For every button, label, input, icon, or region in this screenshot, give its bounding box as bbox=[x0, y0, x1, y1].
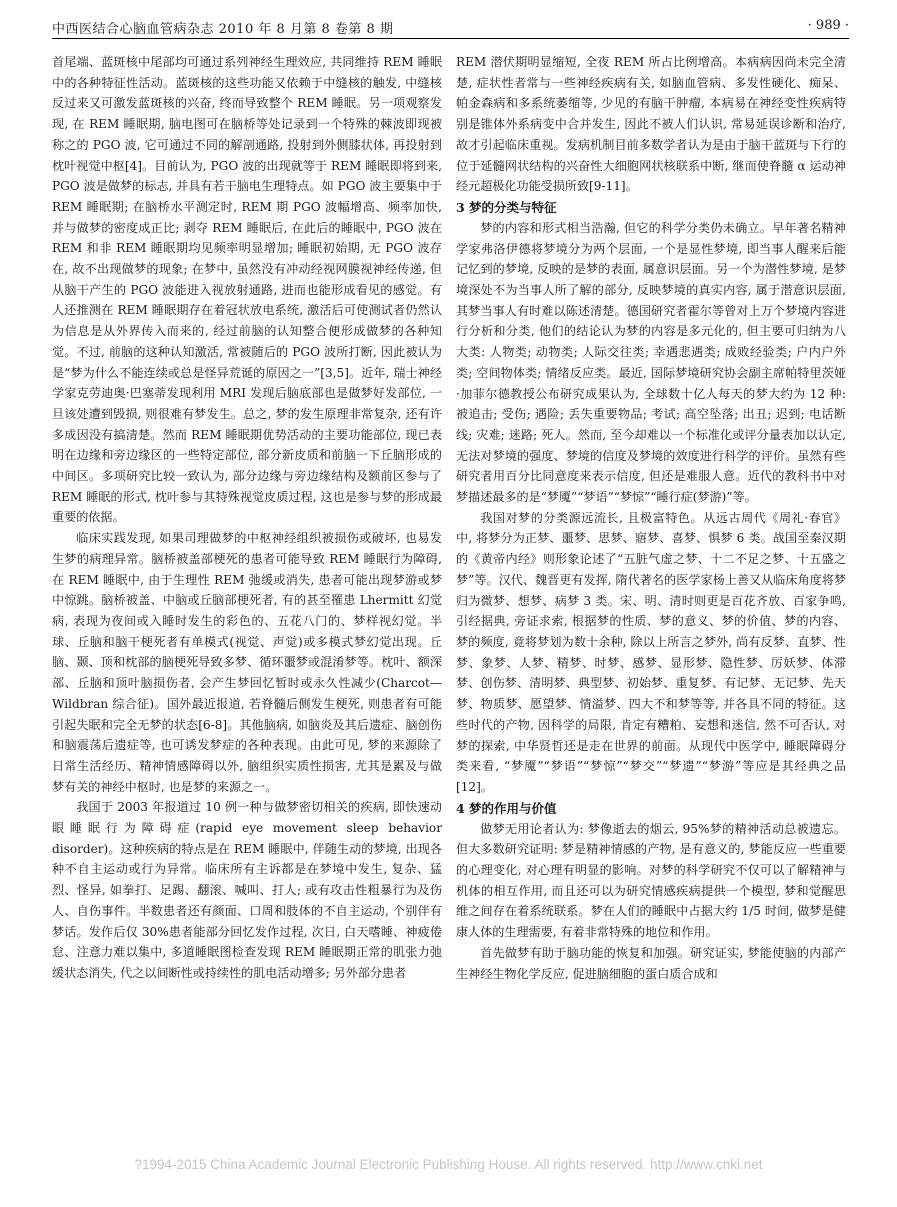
section-heading: 4 梦的作用与价值 bbox=[456, 800, 557, 816]
paragraph: REM 潜伏期明显缩短, 全夜 REM 所占比例增高。本病病因尚未完全清楚, 症状性者常与一些神经疾病有关, 如脑血管病、多发性硬化、痴呆、帕金森病和多系统萎缩等, 少见的有脑干肿瘤, 本病易在神经变性疾病特别是锥体外系病变中合并发生, 因此不被人们认识, 常易延误诊断和治疗, 故才引起临床重视。发病机制目前多数学者认为是由于脑干蓝斑与下行的位于延髓网状结构的兴奋性大细胞网状核联系中断, 继而使脊髓 α 运动神经元超极化功能受损所致[9-11]。 bbox=[456, 55, 846, 194]
journal-title: 中西医结合心脑血管病杂志 2010 年 8 月第 8 卷第 8 期 bbox=[52, 22, 394, 37]
paragraph: 临床实践发现, 如果司理做梦的中枢神经组织被损伤或破坏, 也易发生梦的病理异常。脑桥被盖部梗死的患者可能导致 REM 睡眠行为障碍, 在 REM 睡眠中, 由于生理性 REM 弛缓或消失, 患者可能出现梦游或梦中惊跳。脑桥被盖、中脑或丘脑部梗死者, 有的甚至罹患 Lhermitt 幻觉病, 表现为夜间或入睡时发生的彩色的、五花八门的、梦样视幻觉。半球、丘脑和脑干梗死者有单模式(视觉、声觉)或多模式梦幻觉出现。丘脑、颞、顶和枕部的脑梗死导致多梦、循环噩梦或混淆梦等。枕叶、额深部、丘脑和顶叶脑损伤者, 会产生梦回忆暂时或永久性减少(Charcot— Wildbran 综合征)。国外最近报道, 若脊髓后侧发生梗死, 则患者有可能引起失眠和完全无梦的状态[6-8]。其他脑病, 如脑炎及其后遗症、脑创伤和脑震荡后遗症等, 也可诱发梦症的各种表现。由此可见, 梦的来源除了日常生活经历、精神情感障碍以外, 脑组织实质性损害, 尤其是累及与做梦有关的神经中枢时, 也是梦的来源之一。 bbox=[52, 531, 442, 794]
paragraph: 我国对梦的分类源远流长, 且极富特色。从远古周代《周礼·春官》中, 将梦分为正梦、噩梦、思梦、寤梦、喜梦、惧梦 6 类。战国至秦汉期的《黄帝内经》则形象论述了“五脏气虚之梦、十二不足之梦、十五盛之梦”等。汉代、魏晋更有发挥, 隋代著名的医学家杨上善又从临床角度将梦归为微梦、想梦、病梦 3 类。宋、明、清时则更是百花齐放、百家争鸣, 引经据典, 旁证求索, 根据梦的性质、梦的意义、梦的价值、梦的内容、梦的频度, 竟将梦划为数十余种, 除以上所言之梦外, 尚有反梦、直梦、性梦、象梦、人梦、精梦、时梦、感梦、显形梦、隐性梦、厉妖梦、体滞梦、创伤梦、清明梦、典型梦、初始梦、重复梦、有记梦、无记梦、先天梦、物质梦、愿望梦、情溢梦、四大不和梦等等, 并各具不同的特征。这些时代的产物, 因科学的局限, 肯定有糟粕、妄想和迷信, 然不可否认, 对梦的探索, 中华贤哲还是走在世界的前面。从现代中医学中, 睡眠障碍分类来看, “梦魇”“梦语”“梦惊”“梦交”“梦遗”“梦游”等应是其经典之品[12]。 bbox=[456, 510, 846, 794]
running-header bbox=[52, 18, 849, 40]
paragraph: 我国于 2003 年报道过 10 例一种与做梦密切相关的疾病, 即快速动眼睡眠行为障碍症(rapid eye movement sleep behavior disorder)。这种疾病的特点是在 REM 睡眠中, 伴随生动的梦境, 出现各种不自主运动或行为异常。临床所有主诉都是在梦境中发生, 复杂、猛烈、怪异, 如拳打、足踢、翻滚、喊叫、打人; 或有攻击性粗暴行为及伤人、自伤事件。半数患者还有颜面、口周和肢体的不自主运动, 个别伴有梦话。发作后仅 30%患者能部分回忆发作过程, 次日, 白天嗜睡、神疲倦怠、注意力难以集中, 多道睡眠图检查发现 REM 睡眠期正常的肌张力弛缓状态消失, 代之以间断性或持续性的肌电活动增多; 另外部分患者 bbox=[52, 800, 442, 980]
paragraph: 首尾端、蓝斑核中尾部均可通过系列神经生理效应, 共同维持 REM 睡眠中的各种特征性活动。蓝斑核的这些功能又依赖于中缝核的触发, 中缝核反过来又可激发蓝斑核的兴奋, 终而导致整个 REM 睡眠。另一项观察发现, 在 REM 睡眠期, 脑电图可在脑桥等处记录到一个特殊的棘波即现被称之的 PGO 波, 它可通过不同的解剖通路, 投射到外侧膝状体, 再投射到枕叶视觉中枢[4]。目前认为, PGO 波的出现就等于 REM 睡眠即将到来, PGO 波是做梦的标志, 并具有若干脑电生理特点。如 PGO 波主要集中于 REM 睡眠期; 在脑桥水平测定时, REM 期 PGO 波幅增高、频率加快, 并与做梦的密度成正比; 剥夺 REM 睡眠后, 在此后的睡眠中, PGO 波在 REM 和非 REM 睡眠期均见频率明显增加; 睡眠初始期, 无 PGO 波存在, 故不出现做梦的现象; 在梦中, 虽然没有冲动经视网膜视神经传递, 但从脑干产生的 PGO 波能进入视放射通路, 进而也能形成看见的感觉。有人还推测在 REM 睡眠期存在着冠状放电系统, 激活后可使测试者仍然认为信息是从外界传入而来的, 经过前脑的认知整合便形成做梦的各种知觉。不过, 前脑的这种认知激活, 常被随后的 PGO 波所打断, 因此被认为是“梦为什么不能连续或总是怪异荒诞的原因之一”[3,5]。近年, 瑞士神经学家克劳迪奥·巴塞蒂发现利用 MRI 发现后脑底部也是做梦好发部位, 一旦该处遭到毁损, 则很难有梦发生。总之, 梦的发生原理非常复杂, 还有许多成因没有搞清楚。然而 REM 睡眠期优势活动的主要功能部位, 现已表明在边缘和旁边缘区的一些特定部位, 部分新皮质和前脑一下丘脑形成的中间区。多项研究比较一致认为, 部分边缘与旁边缘结构及额前区参与了 REM 睡眠的形式, 枕叶参与其特殊视觉皮质过程, 这也是参与梦的形成最重要的依据。 bbox=[52, 55, 442, 525]
section-heading: 3 梦的分类与特征 bbox=[456, 199, 557, 215]
paragraph: 首先做梦有助于脑功能的恢复和加强。研究证实, 梦能使脑的内部产生神经生物化学反应, 促进脑细胞的蛋白质合成和 bbox=[456, 945, 846, 981]
paragraph: 梦的内容和形式相当浩瀚, 但它的科学分类仍未确立。早年著名精神学家弗洛伊德将梦境分为两个层面, 一个是显性梦境, 即当事人醒来后能记忆到的梦境, 反映的是梦的表面, 属意识层面。另一个为潜性梦境, 是梦境深处不为当事人所了解的部分, 反映梦境的真实内容, 属于潜意识层面, 其梦当事人有时难以陈述清楚。德国研究者霍尔等曾对上万个梦境内容进行分析和分类, 他们的结论认为梦的内容是多元化的, 但主要可归纳为八大类: 人物类; 动物类; 人际交往类; 幸遇悲遇类; 成败经验类; 户内户外类; 空间物体类; 情绪反应类。最近, 国际梦境研究协会副主席帕特里茨娅·加菲尔德教授公布研究成果认为, 全球数十亿人每天的梦大约为 12 种: 被追击; 受伤; 遇险; 丢失重要物品; 考试; 高空坠落; 出丑; 迟到; 电话断线; 灾难; 迷路; 死人。然而, 至今却难以一个标准化或评分量表加以认定, 无法对梦境的强度、梦境的信度及梦境的效度进行科学的评价。虽然有些研究者用百分比同意度来表示信度, 但还是难服人意。近代的教科书中对梦描述最多的是“梦魇”“梦语”“梦惊”“睡行症(梦游)”等。 bbox=[456, 220, 846, 505]
paragraph: 做梦无用论者认为: 梦像逝去的烟云, 95%梦的精神活动总被遗忘。但大多数研究证明: 梦是精神情感的产物, 是有意义的, 梦能反应一些重要的心理变化, 对心理有明显的影响。对梦的科学研究不仅可以了解精神与机体的相互作用, 而且还可以为研究情感疾病提供一个模型, 梦和觉醒思维之间存在着系统联系。梦在人们的睡眠中占据大约 1/5 时间, 做梦是健康人体的生理需要, 有着非常特殊的地位和作用。 bbox=[456, 821, 846, 940]
header-rule bbox=[52, 38, 849, 39]
copyright-watermark: ?1994-2015 China Academic Journal Electronic Publishing House. All rights reserved. http://www.cnki.net bbox=[134, 1157, 763, 1172]
page-number: · 989 · bbox=[807, 18, 849, 33]
right-column bbox=[456, 52, 846, 1142]
left-column bbox=[52, 52, 442, 1142]
